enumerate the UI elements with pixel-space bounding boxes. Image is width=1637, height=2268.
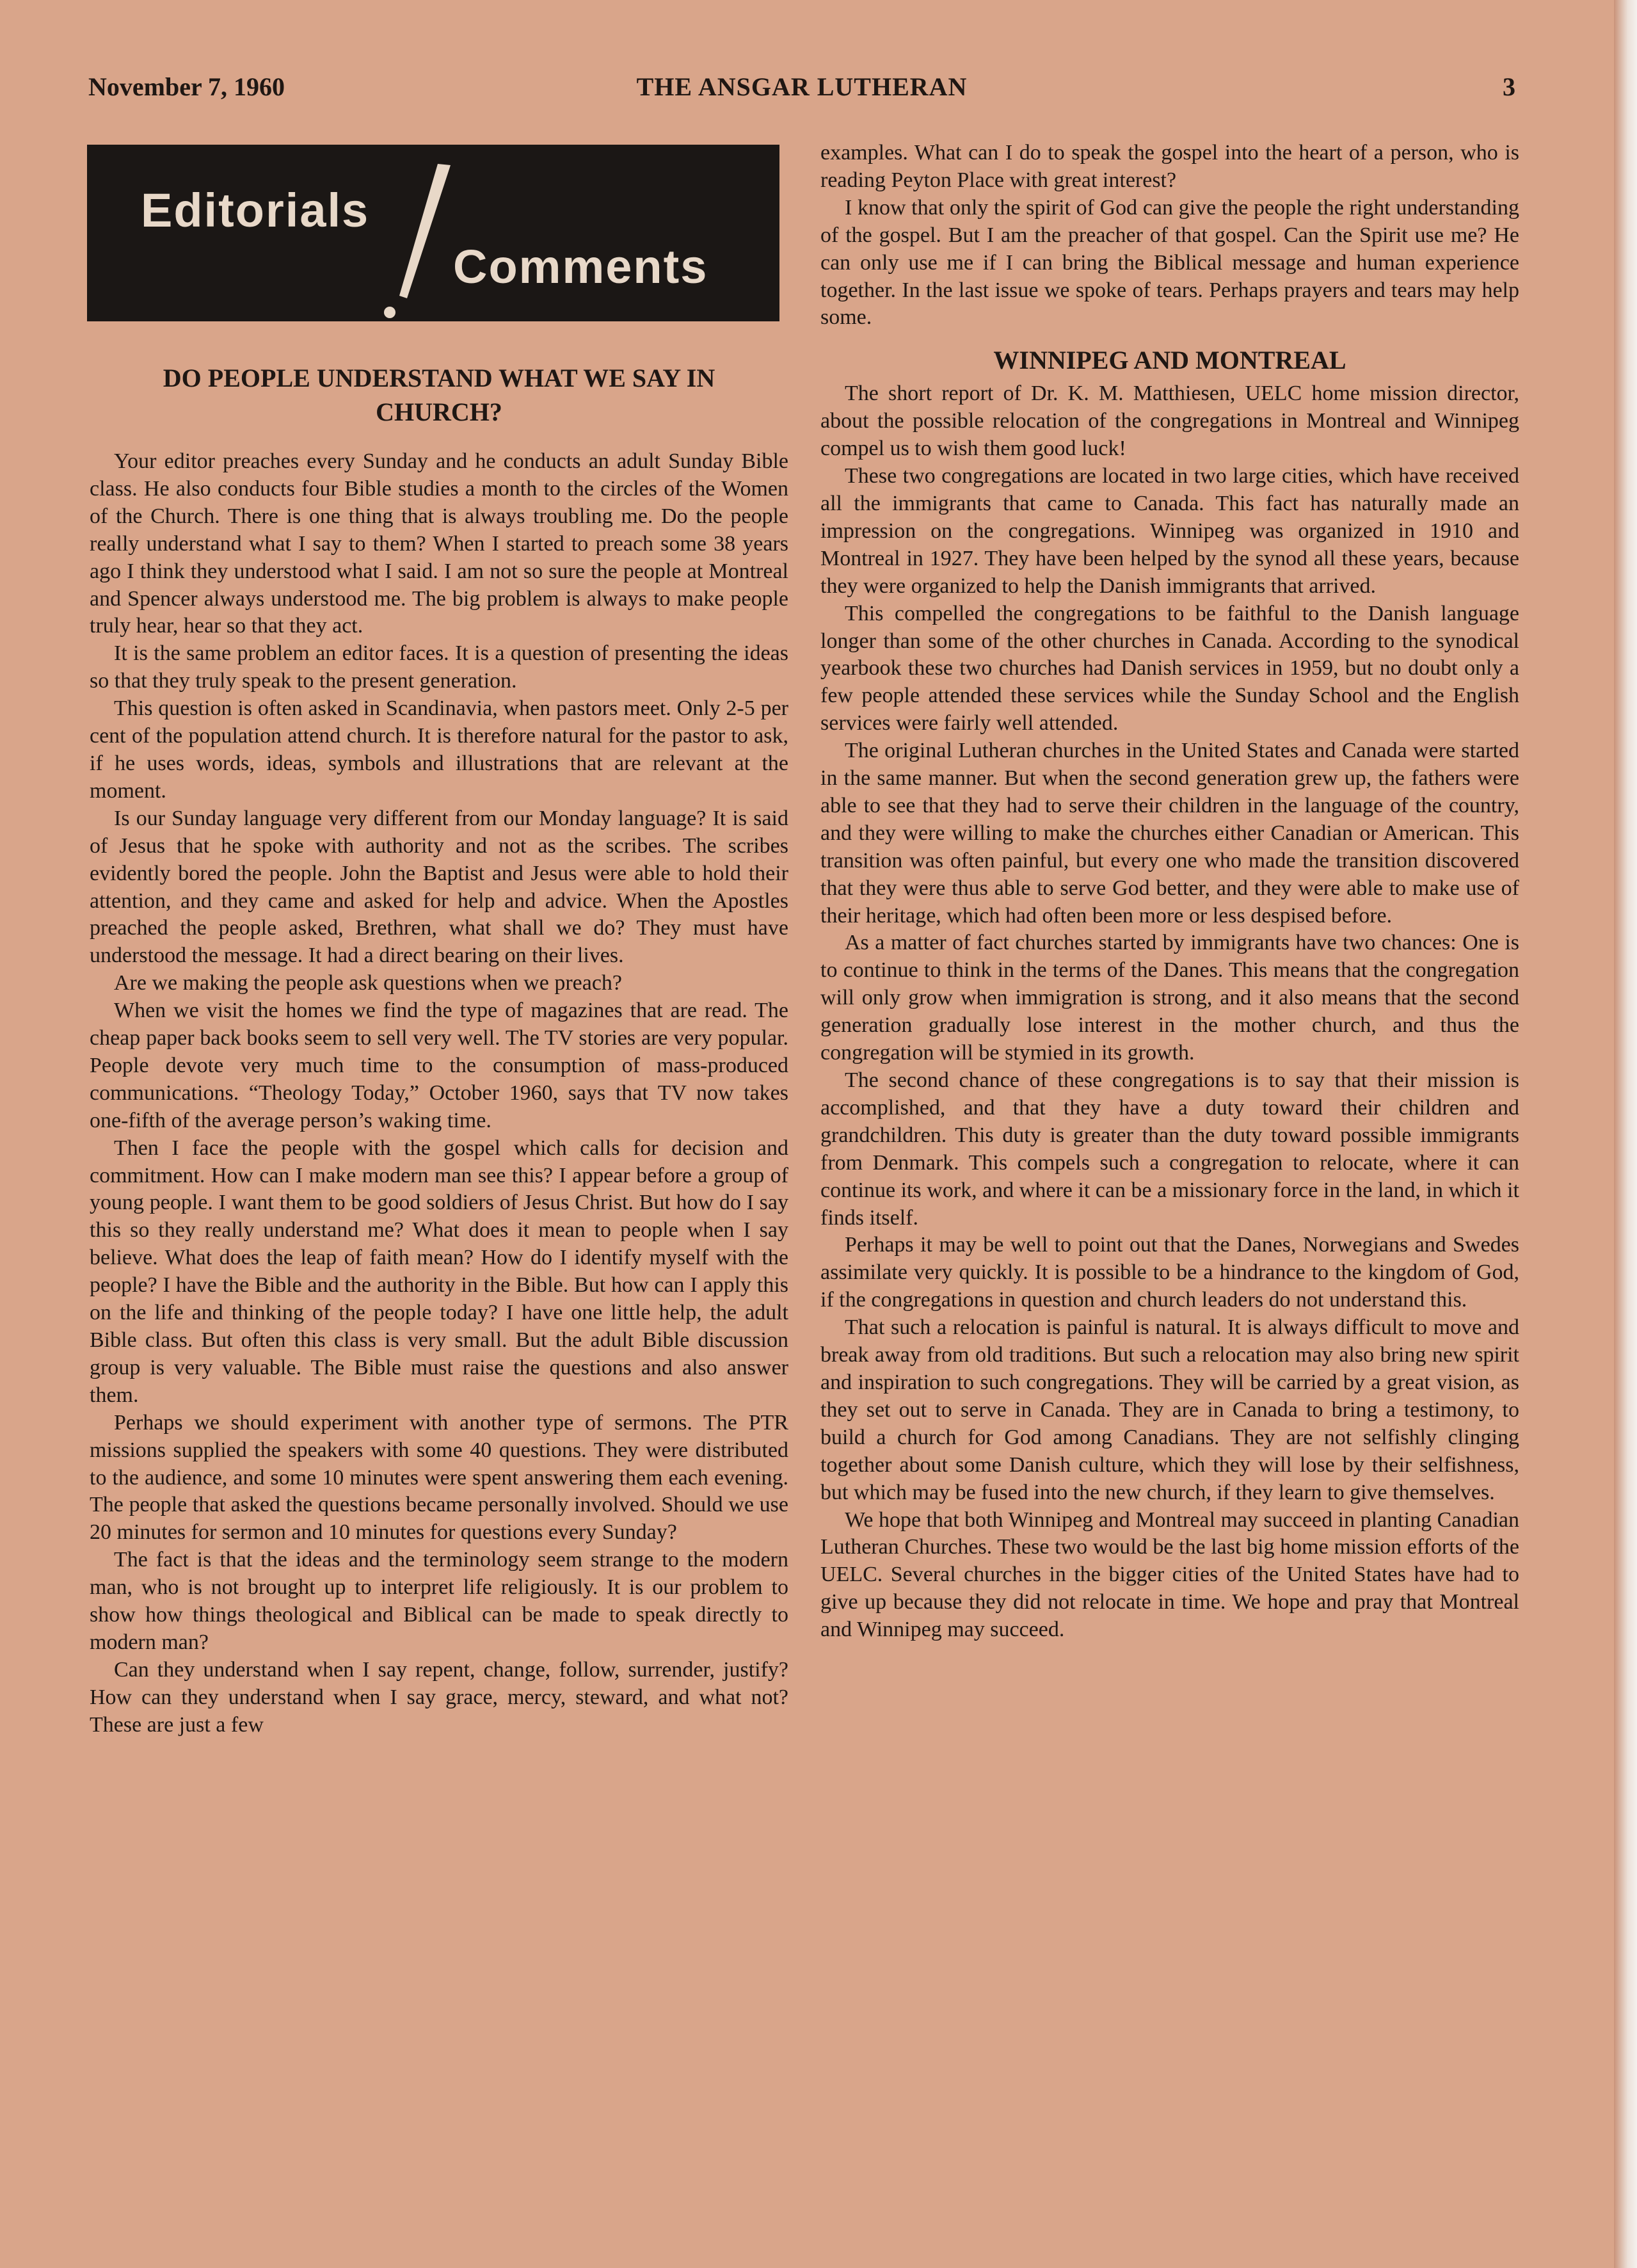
article1-paragraph: When we visit the homes we find the type of magazines that are read. The cheap paper back books seem to sell very well. The TV stories are very popular. People devote very much time to the consumption of mass-produced communications. “Theology Today,” October 1960, says that TV now takes one-fifth of the average person’s waking time. xyxy=(90,999,788,1132)
article1-headline: DO PEOPLE UNDERSTAND WHAT WE SAY IN CHURCH? xyxy=(163,364,715,426)
article2-paragraph: Perhaps it may be well to point out that the Danes, Norwegians and Swedes assimilate very quickly. It is possible to be a hindrance to the kingdom of God, if the congregations in question and church leaders do not understand this. xyxy=(820,1233,1519,1312)
article2-paragraph: The second chance of these congregations is to say that their mission is accomplished, and that they have a duty toward their children and grandchildren. This duty is greater than the duty toward possible immigrants from Denmark. This compels such a congregation to relocate, where it can continue its work, and where it can be a missionary force in the land, in which it finds itself. xyxy=(820,1068,1519,1230)
article2-headline: WINNIPEG AND MONTREAL xyxy=(993,346,1346,375)
article1-paragraph: Then I face the people with the gospel which calls for decision and commitment. How can I make modern man see this? I appear before a group of young people. I want them to be good soldiers of Jesus Christ. But how do I say this so they really understand me? What does it mean to people when I say believe. What does the leap of faith mean? How do I identify myself with the people? I have the Bible and the authority in the Bible. But how can I apply this on the life and thinking of the people today? I have one little help, the adult Bible class. But often this class is very small. But the adult Bible discussion group is very valuable. The Bible must raise the questions and also answer them. xyxy=(90,1136,788,1407)
article1-continuation-paragraph: I know that only the spirit of God can give the people the right understanding of the gospel. But I am the preacher of that gospel. Can the Spirit use me? He can only use me if I can bring the Biblical message and human experience together. In the last issue we spoke of tears. Perhaps prayers and tears may help some. xyxy=(820,195,1519,330)
publication-title: THE ANSGAR LUTHERAN xyxy=(636,72,968,101)
issue-date: November 7, 1960 xyxy=(88,72,285,101)
article1-paragraph: This question is often asked in Scandinavia, when pastors meet. Only 2-5 per cent of the population attend church. It is therefore natural for the pastor to ask, if he uses words, ideas, symbols and illustrations that are relevant at the moment. xyxy=(90,696,788,803)
article1-paragraph: Can they understand when I say repent, change, follow, surrender, justify? How can they understand when I say grace, mercy, steward, and what not? These are just a few xyxy=(90,1657,788,1737)
article1-paragraph: It is the same problem an editor faces. It is a question of presenting the ideas so that they truly speak to the present generation. xyxy=(90,641,788,693)
right-column xyxy=(820,140,1519,1644)
left-column xyxy=(90,364,788,1739)
article2-paragraph: As a matter of fact churches started by immigrants have two chances: One is to continue to think in the terms of the Danes. This means that the congregation will only grow when immigration is strong, and it also means that the second generation gradually lose interest in the mother church, and thus the congregation will be stymied in its growth. xyxy=(820,931,1519,1065)
article1-paragraph: Is our Sunday language very different from our Monday language? It is said of Jesus that he spoke with authority and not as the scribes. The scribes evidently bored the people. John the Baptist and Jesus were able to hold their attention, and they came and asked for help and advice. When the Apostles preached the people asked, Brethren, what shall we do? They must have understood the message. It had a direct bearing on their lives. xyxy=(90,806,788,968)
article2-paragraph: This compelled the congregations to be faithful to the Danish language longer than some of the other churches in Canada. According to the synodical yearbook these two churches had Danish services in 1959, but no doubt only a few people attended these services while the Sunday School and the English services were fairly well attended. xyxy=(820,601,1519,736)
article2-paragraph: We hope that both Winnipeg and Montreal may succeed in planting Canadian Lutheran Churches. These two would be the last big home mission efforts of the UELC. Several churches in the bigger cities of the United States have had to give up because they did not relocate in time. We hope and pray that Montreal and Winnipeg may succeed. xyxy=(820,1508,1519,1642)
article1-paragraph: The fact is that the ideas and the terminology seem strange to the modern man, who is not brought up to interpret life religiously. It is our problem to show how things theological and Biblical can be made to speak directly to modern man? xyxy=(90,1548,788,1654)
page-header xyxy=(88,72,1515,110)
article2-paragraph: That such a relocation is painful is natural. It is always difficult to move and break away from old traditions. But such a relocation may also bring new spirit and inspiration to such congregations. They will be carried by a great vision, as they set out to serve in Canada. They are in Canada to bring a testimony, to build a church for God among Canadians. They are not selfishly clinging together about some Danish culture, which they will lose by their selfishness, but which may be fused into the new church, if they learn to give themselves. xyxy=(820,1315,1519,1504)
article1-paragraph: Are we making the people ask questions when we preach? xyxy=(114,971,623,995)
article2-paragraph: The original Lutheran churches in the United States and Canada were started in the same manner. But when the second generation grew up, the fathers were able to see that they had to serve their children in the language of the country, and they were willing to make the churches either Canadian or American. This transition was often painful, but every one who made the transition discovered that they were thus able to serve God better, and they were able to make use of their heritage, which had often been more or less despised before. xyxy=(820,739,1519,928)
banner-editorials-word: Editorials xyxy=(141,184,370,237)
article1-continuation-paragraph: examples. What can I do to speak the gospel into the heart of a person, who is reading Peyton Place with great interest? xyxy=(820,141,1519,192)
editorials-comments-banner xyxy=(87,145,779,321)
article2-paragraph: These two congregations are located in two large cities, which have received all the immigrants that came to Canada. This fact has naturally made an impression on the congregations. Winnipeg was organized in 1910 and Montreal in 1927. They have been helped by the synod all these years, because they were organized to help the Danish immigrants that arrived. xyxy=(820,464,1519,598)
banner-comments-word: Comments xyxy=(453,240,708,293)
article1-paragraph: Your editor preaches every Sunday and he conducts an adult Sunday Bible class. He also conducts four Bible studies a month to the circles of the Women of the Church. There is one thing that is always troubling me. Do the people really understand what I say to them? When I started to preach some 38 years ago I think they understood what I said. I am not so sure the people at Montreal and Spencer always understood me. The big problem is always to make people truly hear, hear so that they act. xyxy=(90,449,788,638)
article1-paragraph: Perhaps we should experiment with another type of sermons. The PTR missions supplied the speakers with some 40 questions. They were distributed to the audience, and some 10 minutes were spent answering them each evening. The people that asked the questions became personally involved. Should we use 20 minutes for sermon and 10 minutes for questions every Sunday? xyxy=(90,1410,788,1545)
paper-edge xyxy=(1614,0,1637,2268)
article2-paragraph: The short report of Dr. K. M. Matthiesen, UELC home mission director, about the possible relocation of the congregations in Montreal and Winnipeg compel us to wish them good luck! xyxy=(820,382,1519,461)
page-number: 3 xyxy=(1503,72,1515,101)
